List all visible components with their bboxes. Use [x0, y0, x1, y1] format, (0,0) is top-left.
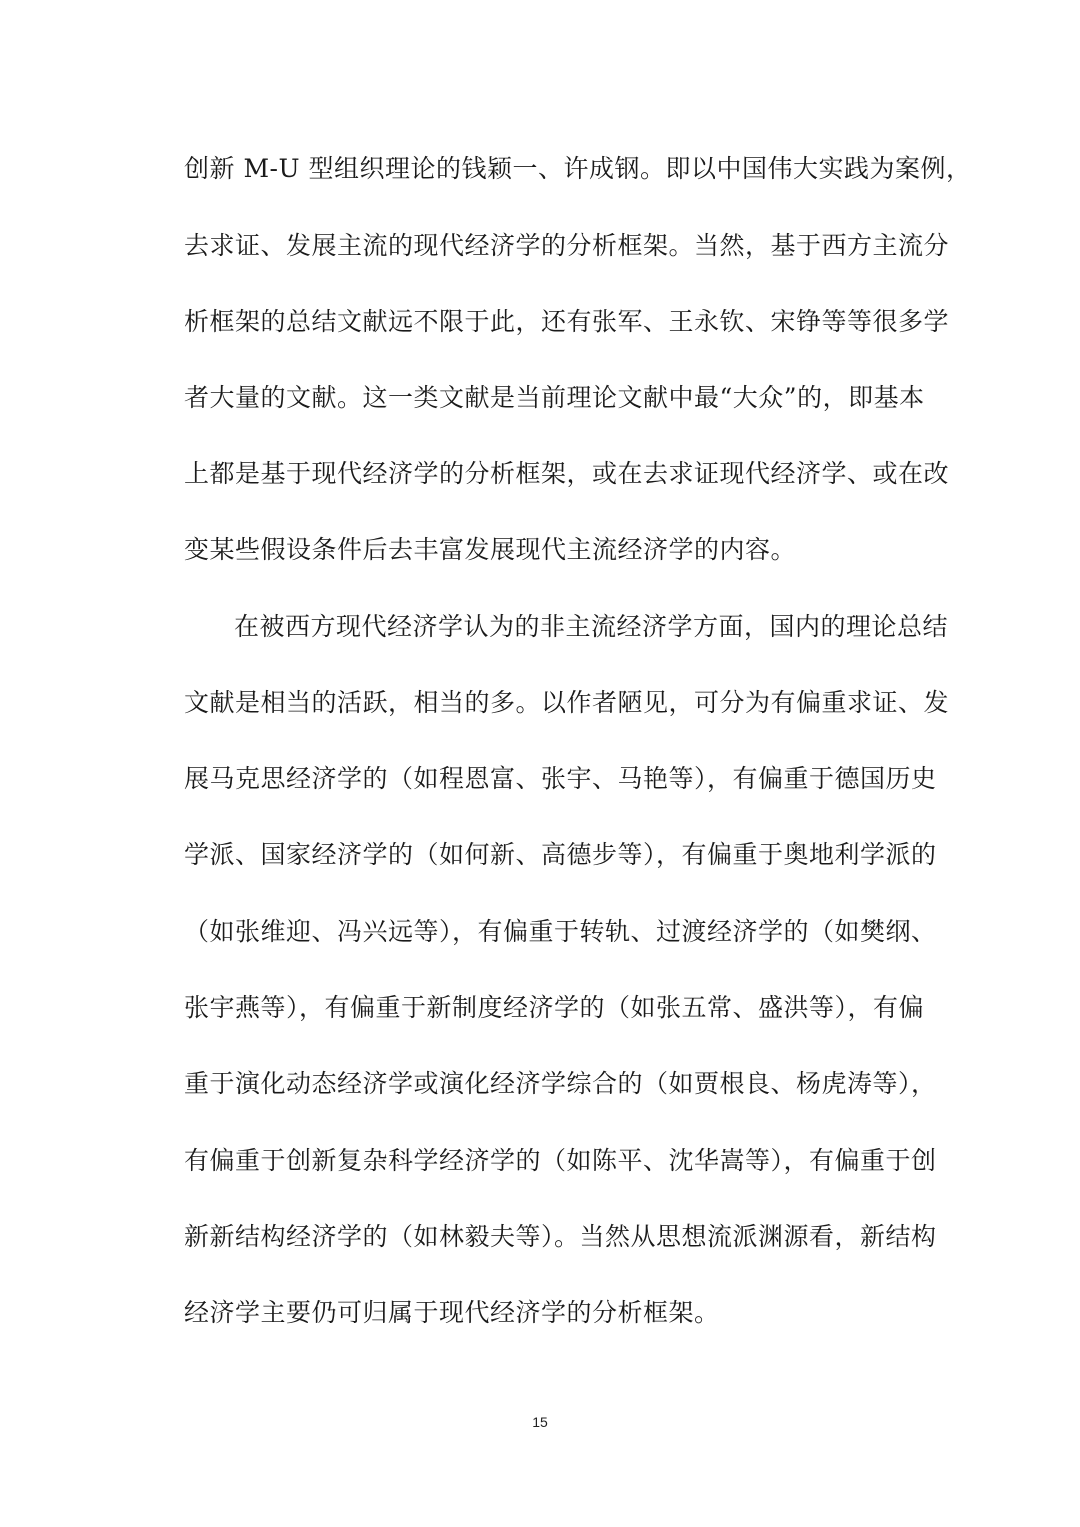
text-line: 重于演化动态经济学或演化经济学综合的（如贾根良、杨虎涛等）， — [184, 1069, 937, 1098]
text-line: 有偏重于创新复杂科学经济学的（如陈平、沈华嵩等），有偏重于创 — [184, 1146, 937, 1175]
text-line: 文献是相当的活跃，相当的多。以作者陋见，可分为有偏重求证、发 — [184, 688, 950, 717]
text-line: 在被西方现代经济学认为的非主流经济学方面，国内的理论总结 — [234, 612, 949, 641]
text-line: 析框架的总结文献远不限于此，还有张军、王永钦、宋铮等等很多学 — [184, 307, 950, 336]
text-line: 创新 M-U 型组织理论的钱颖一、许成钢。即以中国伟大实践为案例， — [184, 154, 972, 183]
text-line: 展马克思经济学的（如程恩富、张宇、马艳等），有偏重于德国历史 — [184, 764, 937, 793]
text-line: 新新结构经济学的（如林毅夫等）。当然从思想流派渊源看，新结构 — [184, 1222, 937, 1251]
text-line: 者大量的文献。这一类文献是当前理论文献中最“大众”的，即基本 — [184, 383, 925, 412]
text-line: 上都是基于现代经济学的分析框架，或在去求证现代经济学、或在改 — [184, 459, 950, 488]
page-number: 15 — [532, 1414, 548, 1430]
text-line: 学派、国家经济学的（如何新、高德步等），有偏重于奥地利学派的 — [184, 840, 937, 869]
text-line: 经济学主要仍可归属于现代经济学的分析框架。 — [184, 1298, 720, 1327]
text-line: 去求证、发展主流的现代经济学的分析框架。当然，基于西方主流分 — [184, 231, 950, 260]
text-line: 张宇燕等），有偏重于新制度经济学的（如张五常、盛洪等），有偏 — [184, 993, 925, 1022]
text-line: 变某些假设条件后去丰富发展现代主流经济学的内容。 — [184, 535, 797, 564]
text-line: （如张维迎、冯兴远等），有偏重于转轨、过渡经济学的（如樊纲、 — [184, 917, 937, 946]
